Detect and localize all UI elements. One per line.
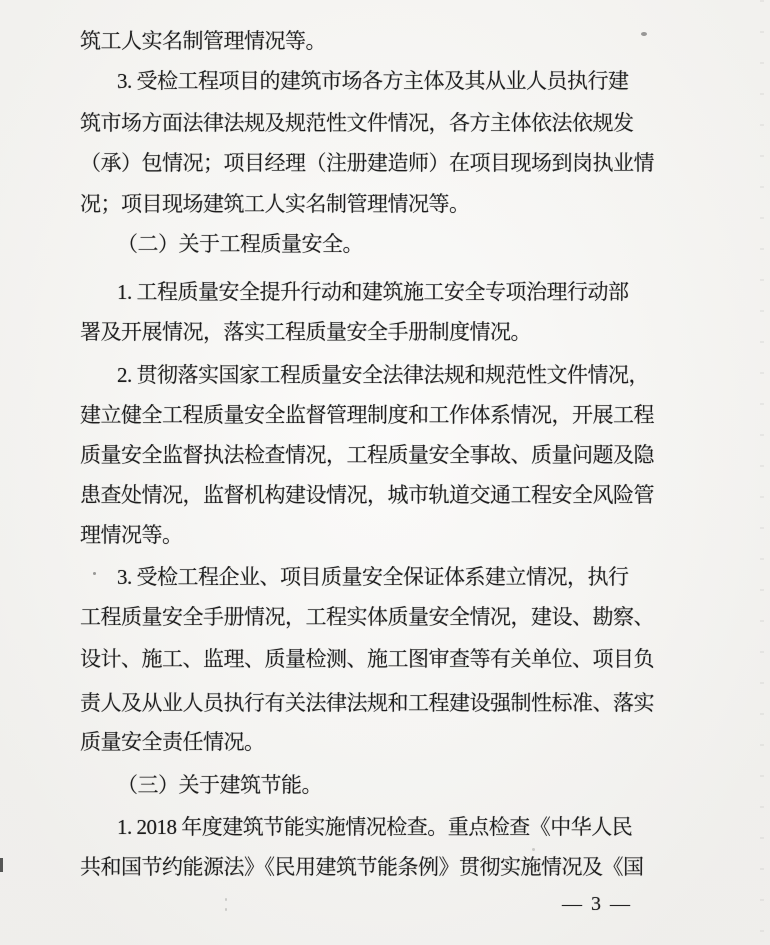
text-line: 责人及从业人员执行有关法律法规和工程建设强制性标准、落实 bbox=[80, 691, 654, 715]
scan-speck bbox=[532, 848, 535, 851]
text-line: 质量安全监督执法检查情况，工程质量安全事故、质量问题及隐 bbox=[80, 443, 654, 467]
text-line: 设计、施工、监理、质量检测、施工图审查等有关单位、项目负 bbox=[80, 647, 654, 671]
text-line: 建立健全工程质量安全监督管理制度和工作体系情况，开展工程 bbox=[80, 403, 654, 427]
scan-speck bbox=[641, 32, 647, 36]
scan-speck bbox=[118, 86, 121, 89]
text-line: （承）包情况；项目经理（注册建造师）在项目现场到岗执业情 bbox=[80, 151, 654, 175]
text-line: 1. 工程质量安全提升行动和建筑施工安全专项治理行动部 bbox=[117, 280, 629, 304]
scan-edge-artifacts bbox=[760, 0, 764, 945]
text-line: 理情况等。 bbox=[80, 523, 183, 547]
text-line: 1. 2018 年度建筑节能实施情况检查。重点检查《中华人民 bbox=[117, 815, 633, 839]
text-line: 患查处情况，监督机构建设情况，城市轨道交通工程安全风险管 bbox=[80, 483, 654, 507]
text-line: 况；项目现场建筑工人实名制管理情况等。 bbox=[80, 192, 470, 216]
text-line: 共和国节约能源法》《民用建筑节能条例》贯彻实施情况及《国 bbox=[80, 855, 644, 879]
text-line: 质量安全责任情况。 bbox=[80, 730, 265, 754]
text-line: 3. 受检工程企业、项目质量安全保证体系建立情况，执行 bbox=[117, 565, 629, 589]
text-line: 筑工人实名制管理情况等。 bbox=[80, 29, 326, 53]
scan-edge-mark bbox=[0, 858, 3, 872]
page-number: — 3 — bbox=[562, 893, 632, 915]
scan-speck bbox=[225, 908, 227, 911]
text-line: 2. 贯彻落实国家工程质量安全法律法规和规范性文件情况， bbox=[117, 363, 649, 387]
scan-speck bbox=[225, 898, 227, 901]
text-line: 工程质量安全手册情况，工程实体质量安全情况，建设、勘察、 bbox=[80, 605, 654, 629]
section-heading: （三）关于建筑节能。 bbox=[117, 773, 322, 797]
text-line: 3. 受检工程项目的建筑市场各方主体及其从业人员执行建 bbox=[117, 69, 629, 93]
text-line: 署及开展情况，落实工程质量安全手册制度情况。 bbox=[80, 320, 531, 344]
scan-speck bbox=[93, 572, 96, 575]
scan-speck bbox=[149, 163, 152, 166]
section-heading: （二）关于工程质量安全。 bbox=[117, 232, 363, 256]
text-line: 筑市场方面法律法规及规范性文件情况，各方主体依法依规发 bbox=[80, 111, 634, 135]
